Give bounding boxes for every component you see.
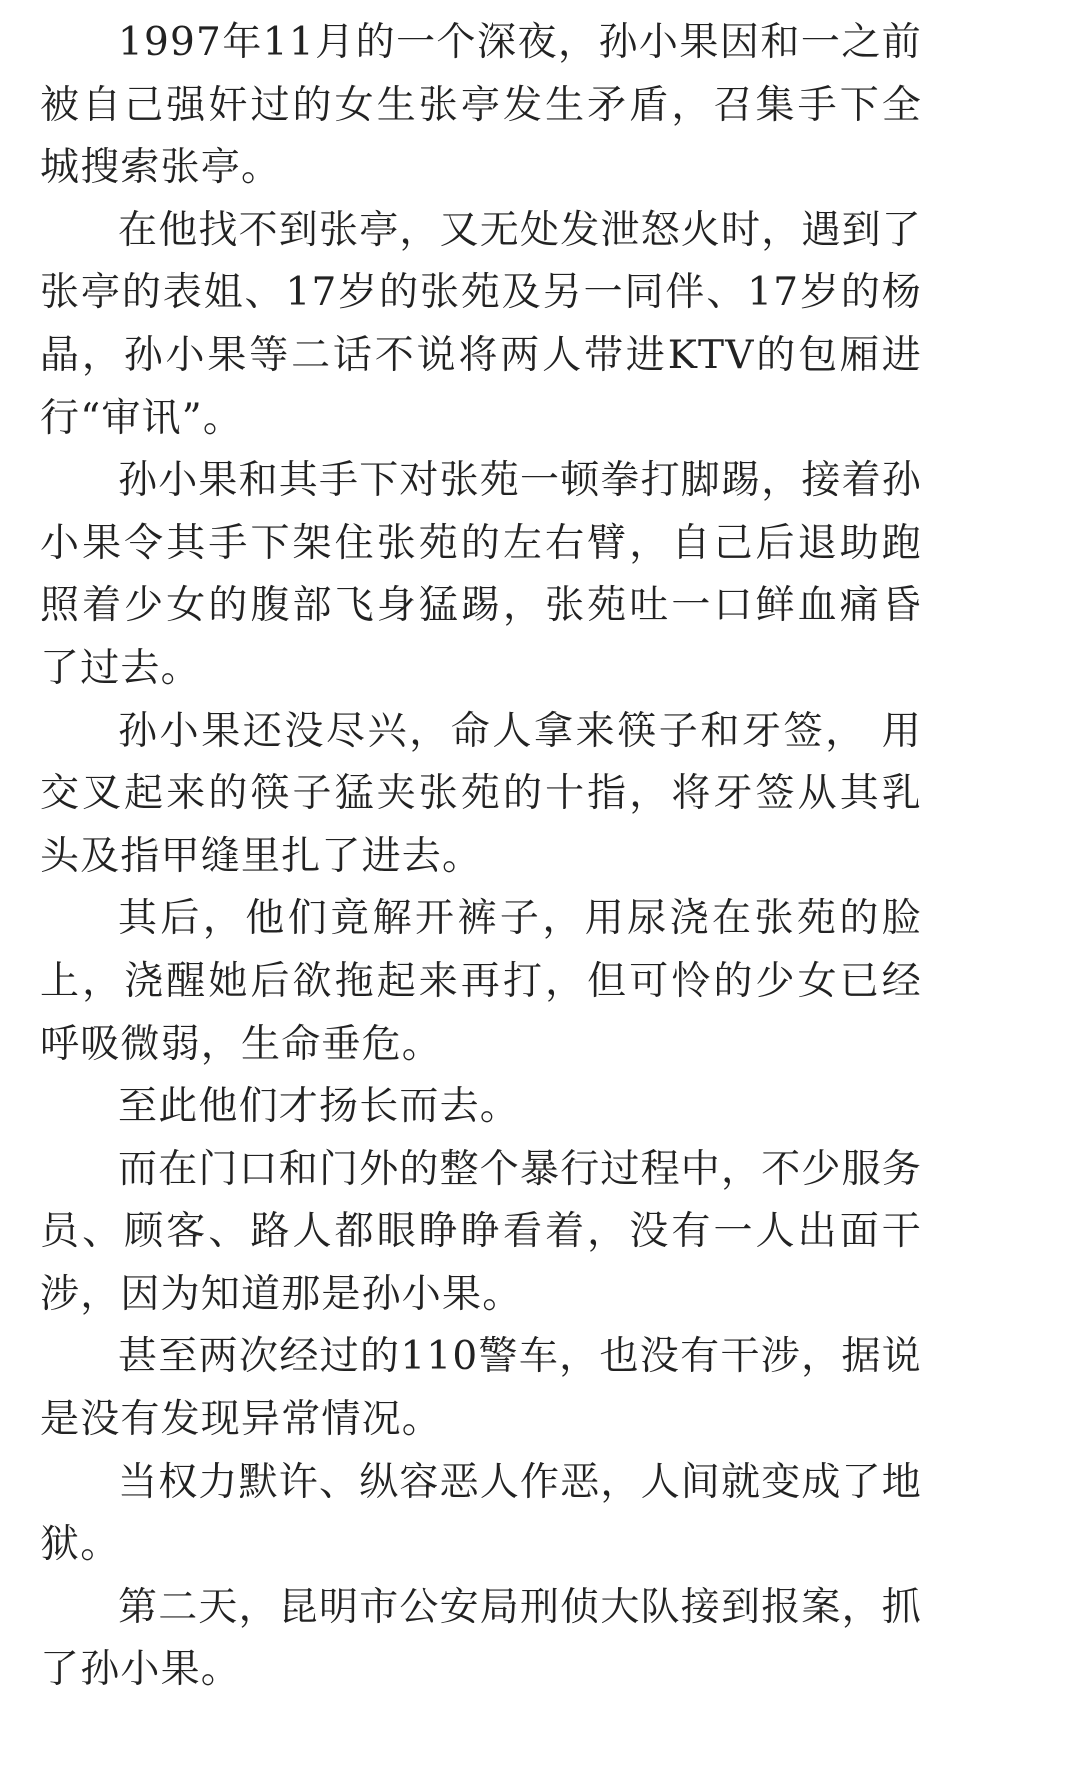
paragraph-9: 当权力默许、纵容恶人作恶，人间就变成了地狱。 (40, 1459, 923, 1568)
paragraph-5: 其后，他们竟解开裤子，用尿浇在张苑的脸上，浇醒她后欲拖起来再打，但可怜的少女已经呼吸微弱，生命垂危。 (40, 896, 922, 1067)
paragraph-7: 而在门口和门外的整个暴行过程中，不少服务员、顾客、路人都眼睁睁看着，没有一人出面干涉，因为知道那是孙小果。 (40, 1146, 923, 1317)
paragraph-8: 甚至两次经过的110警车，也没有干涉，据说是没有发现异常情况。 (40, 1334, 922, 1443)
article-body (40, 12, 922, 1702)
paragraph-1: 1997年11月的一个深夜，孙小果因和一之前被自己强奸过的女生张亭发生矛盾，召集手下全城搜索张亭。 (40, 20, 922, 191)
paragraph-4: 孙小果还没尽兴，命人拿来筷子和牙签， 用交叉起来的筷子猛夹张苑的十指，将牙签从其乳头及指甲缝里扎了进去。 (40, 708, 922, 879)
paragraph-10: 第二天，昆明市公安局刑侦大队接到报案，抓了孙小果。 (40, 1584, 923, 1693)
paragraph-2: 在他找不到张亭，又无处发泄怒火时，遇到了张亭的表姐、17岁的张苑及另一同伴、17岁的杨晶，孙小果等二话不说将两人带进KTV的包厢进行“审讯”。 (40, 207, 923, 441)
paragraph-6: 至此他们才扬长而去。 (118, 1084, 521, 1130)
paragraph-3: 孙小果和其手下对张苑一顿拳打脚踢，接着孙小果令其手下架住张苑的左右臂，自己后退助跑照着少女的腹部飞身猛踢，张苑吐一口鲜血痛昏了过去。 (40, 458, 923, 691)
